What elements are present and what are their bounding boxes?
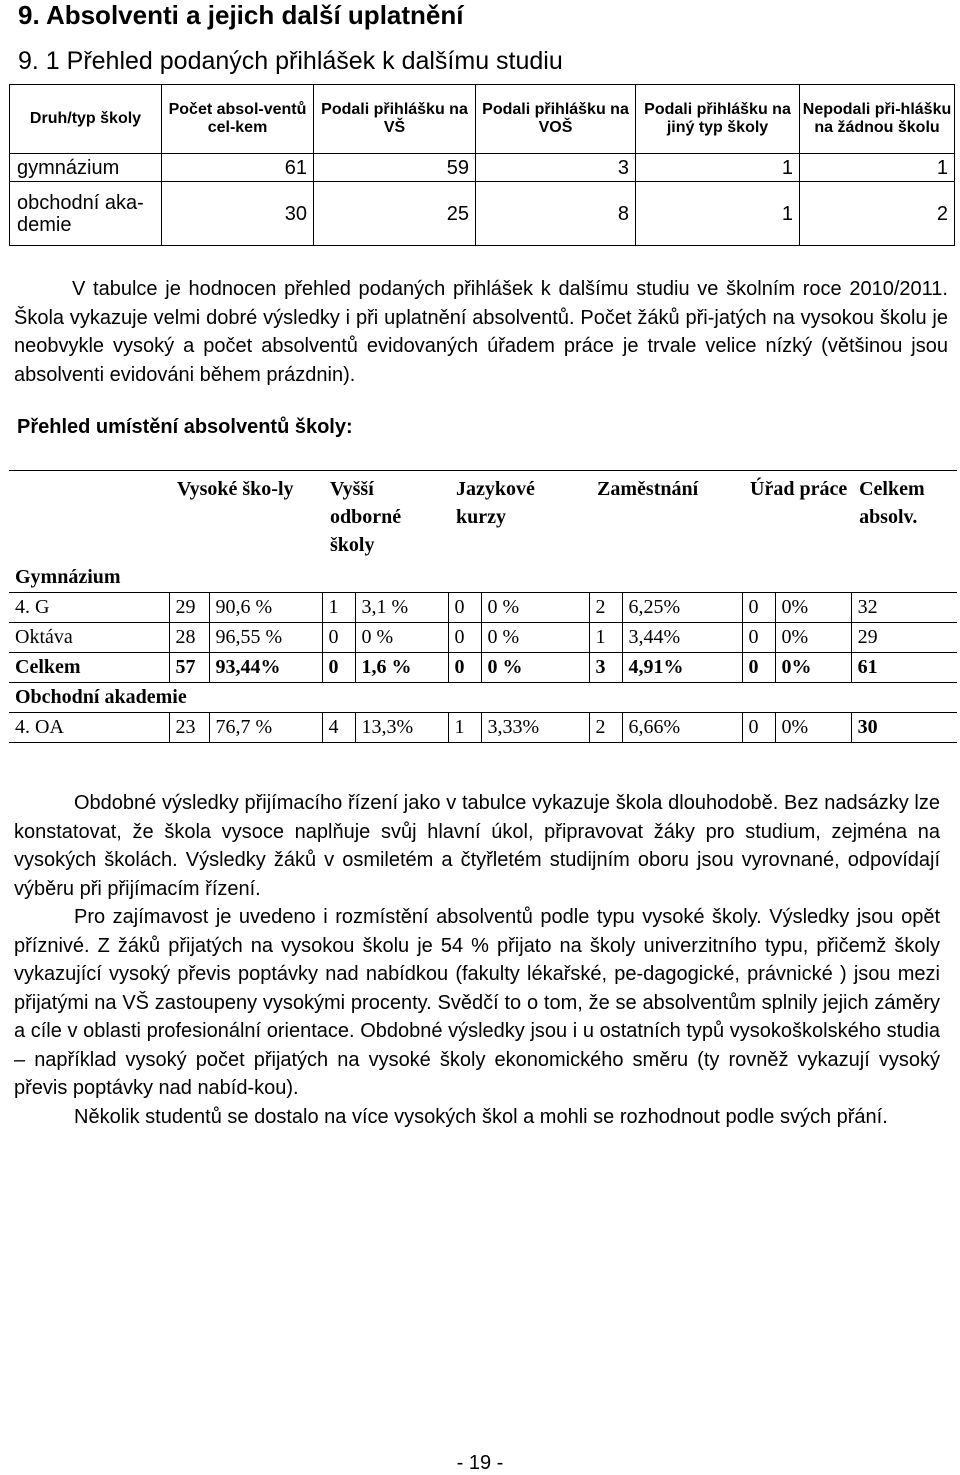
results-paragraph-1: Obdobné výsledky přijímacího řízení jako v tabulce vykazuje škola dlouhodobě. Bez nadsázky lze konstatovat, že škola vysoce naplňuje svůj hlavní úkol, připravovat žáky pro studium, zejména na vysokých školách. Výsledky žáků v osmiletém a čtyřletém studijním oboru jsou vyrovnané, odpovídají výběru při přijímacím řízení. xyxy=(14,792,940,900)
placement-heading: Přehled umístění absolventů školy: xyxy=(17,416,353,438)
cell-vocational-count: 0 xyxy=(322,623,355,653)
table-row xyxy=(9,623,957,653)
cell-language-count: 0 xyxy=(448,623,481,653)
cell-college: 3 xyxy=(476,154,636,182)
cell-total: 32 xyxy=(851,593,957,623)
header-language: Jazykové kurzy xyxy=(448,471,589,564)
applications-header-row xyxy=(10,85,955,154)
header-corner xyxy=(9,471,169,564)
cell-total: 30 xyxy=(851,713,957,743)
cell-vocational-count: 1 xyxy=(322,593,355,623)
cell-language-pct: 0 % xyxy=(481,653,589,683)
cell-language-pct: 0 % xyxy=(481,623,589,653)
header-applied-university: Podali přihlášku na VŠ xyxy=(314,85,476,154)
cell-employed-count: 2 xyxy=(589,713,622,743)
cell-office-count: 0 xyxy=(742,593,775,623)
group-row xyxy=(9,683,957,713)
cell-vocational-pct: 1,6 % xyxy=(355,653,448,683)
cell-office-count: 0 xyxy=(742,713,775,743)
table-row xyxy=(10,154,955,182)
cell-other: 1 xyxy=(636,154,800,182)
cell-vocational-pct: 13,3% xyxy=(355,713,448,743)
section-heading: 9. 1 Přehled podaných přihlášek k dalšímu studiu xyxy=(18,47,563,75)
row-label: Oktáva xyxy=(9,623,169,653)
page-number: - 19 - xyxy=(456,1452,504,1474)
cell-employed-pct: 4,91% xyxy=(622,653,742,683)
results-paragraph-2: Pro zajímavost je uvedeno i rozmístění absolventů podle typu vysoké školy. Výsledky jsou opět příznivé. Z žáků přijatých na vysokou školu je 54 % přijato na školy univerzitního typu, přičemž školy vykazující vysoký převis poptávky nad nabídkou (fakulty lékařské, pe-dagogické, právnické ) jsou mezi přijatými na VŠ zastoupeny vysokými procenty. Svědčí to o tom, že se absolventům splnily jejich záměry a cíle v oblasti profesionální orientace. Obdobné výsledky jsou i u ostatních typů vysokoškolského studia – například vysoký počet přijatých na vysoké školy ekonomického směru (ty rovněž vykazují vysoký převis poptávky nad nabíd-kou). xyxy=(14,906,940,1099)
cell-office-pct: 0% xyxy=(775,713,851,743)
cell-employed-pct: 6,66% xyxy=(622,713,742,743)
cell-total: 61 xyxy=(851,653,957,683)
cell-university-pct: 96,55 % xyxy=(209,623,322,653)
cell-university-pct: 90,6 % xyxy=(209,593,322,623)
cell-office-count: 0 xyxy=(742,623,775,653)
table-row xyxy=(9,713,957,743)
cell-language-count: 1 xyxy=(448,713,481,743)
cell-employed-count: 3 xyxy=(589,653,622,683)
intro-paragraph-text: V tabulce je hodnocen přehled podaných přihlášek k dalšímu studiu ve školním roce 2010/2011. Škola vykazuje velmi dobré výsledky i při uplatnění absolventů. Počet žáků při-jatých na vysokou školu je neobvykle vysoký a počet absolventů evidovaných úřadem práce je trvale velice nízký (většinou jsou absolventi evidováni během prázdnin). xyxy=(14,278,948,386)
group-row xyxy=(9,563,957,593)
cell-language-count: 0 xyxy=(448,593,481,623)
row-school-type: obchodní aka-demie xyxy=(10,182,162,246)
header-school-type: Druh/typ školy xyxy=(10,85,162,154)
header-employed: Zaměstnání xyxy=(589,471,742,564)
cell-language-count: 0 xyxy=(448,653,481,683)
cell-graduates: 61 xyxy=(162,154,314,182)
cell-vocational-pct: 3,1 % xyxy=(355,593,448,623)
cell-university-count: 28 xyxy=(169,623,209,653)
group-obchodni-akademie: Obchodní akademie xyxy=(9,683,957,713)
cell-office-count: 0 xyxy=(742,653,775,683)
cell-vocational-count: 4 xyxy=(322,713,355,743)
cell-university-pct: 93,44% xyxy=(209,653,322,683)
intro-paragraph xyxy=(14,275,948,389)
cell-language-pct: 0 % xyxy=(481,593,589,623)
cell-total: 29 xyxy=(851,623,957,653)
placement-header-row xyxy=(9,471,957,564)
results-paragraphs xyxy=(14,789,940,1131)
cell-employed-count: 2 xyxy=(589,593,622,623)
cell-none: 2 xyxy=(800,182,955,246)
chapter-heading: 9. Absolventi a jejich další uplatnění xyxy=(18,0,464,30)
cell-employed-pct: 3,44% xyxy=(622,623,742,653)
row-label: 4. OA xyxy=(9,713,169,743)
header-vocational: Vyšší odborné školy xyxy=(322,471,448,564)
cell-vocational-count: 0 xyxy=(322,653,355,683)
header-applied-none: Nepodali při-hlášku na žádnou školu xyxy=(800,85,955,154)
header-applied-other: Podali přihlášku na jiný typ školy xyxy=(636,85,800,154)
cell-university: 25 xyxy=(314,182,476,246)
table-row xyxy=(9,593,957,623)
cell-other: 1 xyxy=(636,182,800,246)
cell-university-count: 57 xyxy=(169,653,209,683)
table-row xyxy=(10,182,955,246)
cell-university-pct: 76,7 % xyxy=(209,713,322,743)
cell-university: 59 xyxy=(314,154,476,182)
applications-table xyxy=(9,84,955,246)
cell-employed-pct: 6,25% xyxy=(622,593,742,623)
cell-language-pct: 3,33% xyxy=(481,713,589,743)
results-paragraph-3: Několik studentů se dostalo na více vysokých škol a mohli se rozhodnout podle svých přání. xyxy=(74,1105,888,1128)
row-label: Celkem xyxy=(9,653,169,683)
header-total: Celkem absolv. xyxy=(851,471,957,564)
row-school-type: gymnázium xyxy=(10,154,162,182)
cell-university-count: 29 xyxy=(169,593,209,623)
cell-college: 8 xyxy=(476,182,636,246)
header-university: Vysoké ško-ly xyxy=(169,471,322,564)
header-graduates-total: Počet absol-ventů cel-kem xyxy=(162,85,314,154)
header-office: Úřad práce xyxy=(742,471,851,564)
cell-university-count: 23 xyxy=(169,713,209,743)
row-label: 4. G xyxy=(9,593,169,623)
placement-table xyxy=(9,470,957,743)
cell-office-pct: 0% xyxy=(775,653,851,683)
cell-vocational-pct: 0 % xyxy=(355,623,448,653)
group-gymnazium: Gymnázium xyxy=(9,563,957,593)
cell-graduates: 30 xyxy=(162,182,314,246)
cell-office-pct: 0% xyxy=(775,593,851,623)
table-row-total xyxy=(9,653,957,683)
cell-office-pct: 0% xyxy=(775,623,851,653)
cell-employed-count: 1 xyxy=(589,623,622,653)
header-applied-college: Podali přihlášku na VOŠ xyxy=(476,85,636,154)
cell-none: 1 xyxy=(800,154,955,182)
